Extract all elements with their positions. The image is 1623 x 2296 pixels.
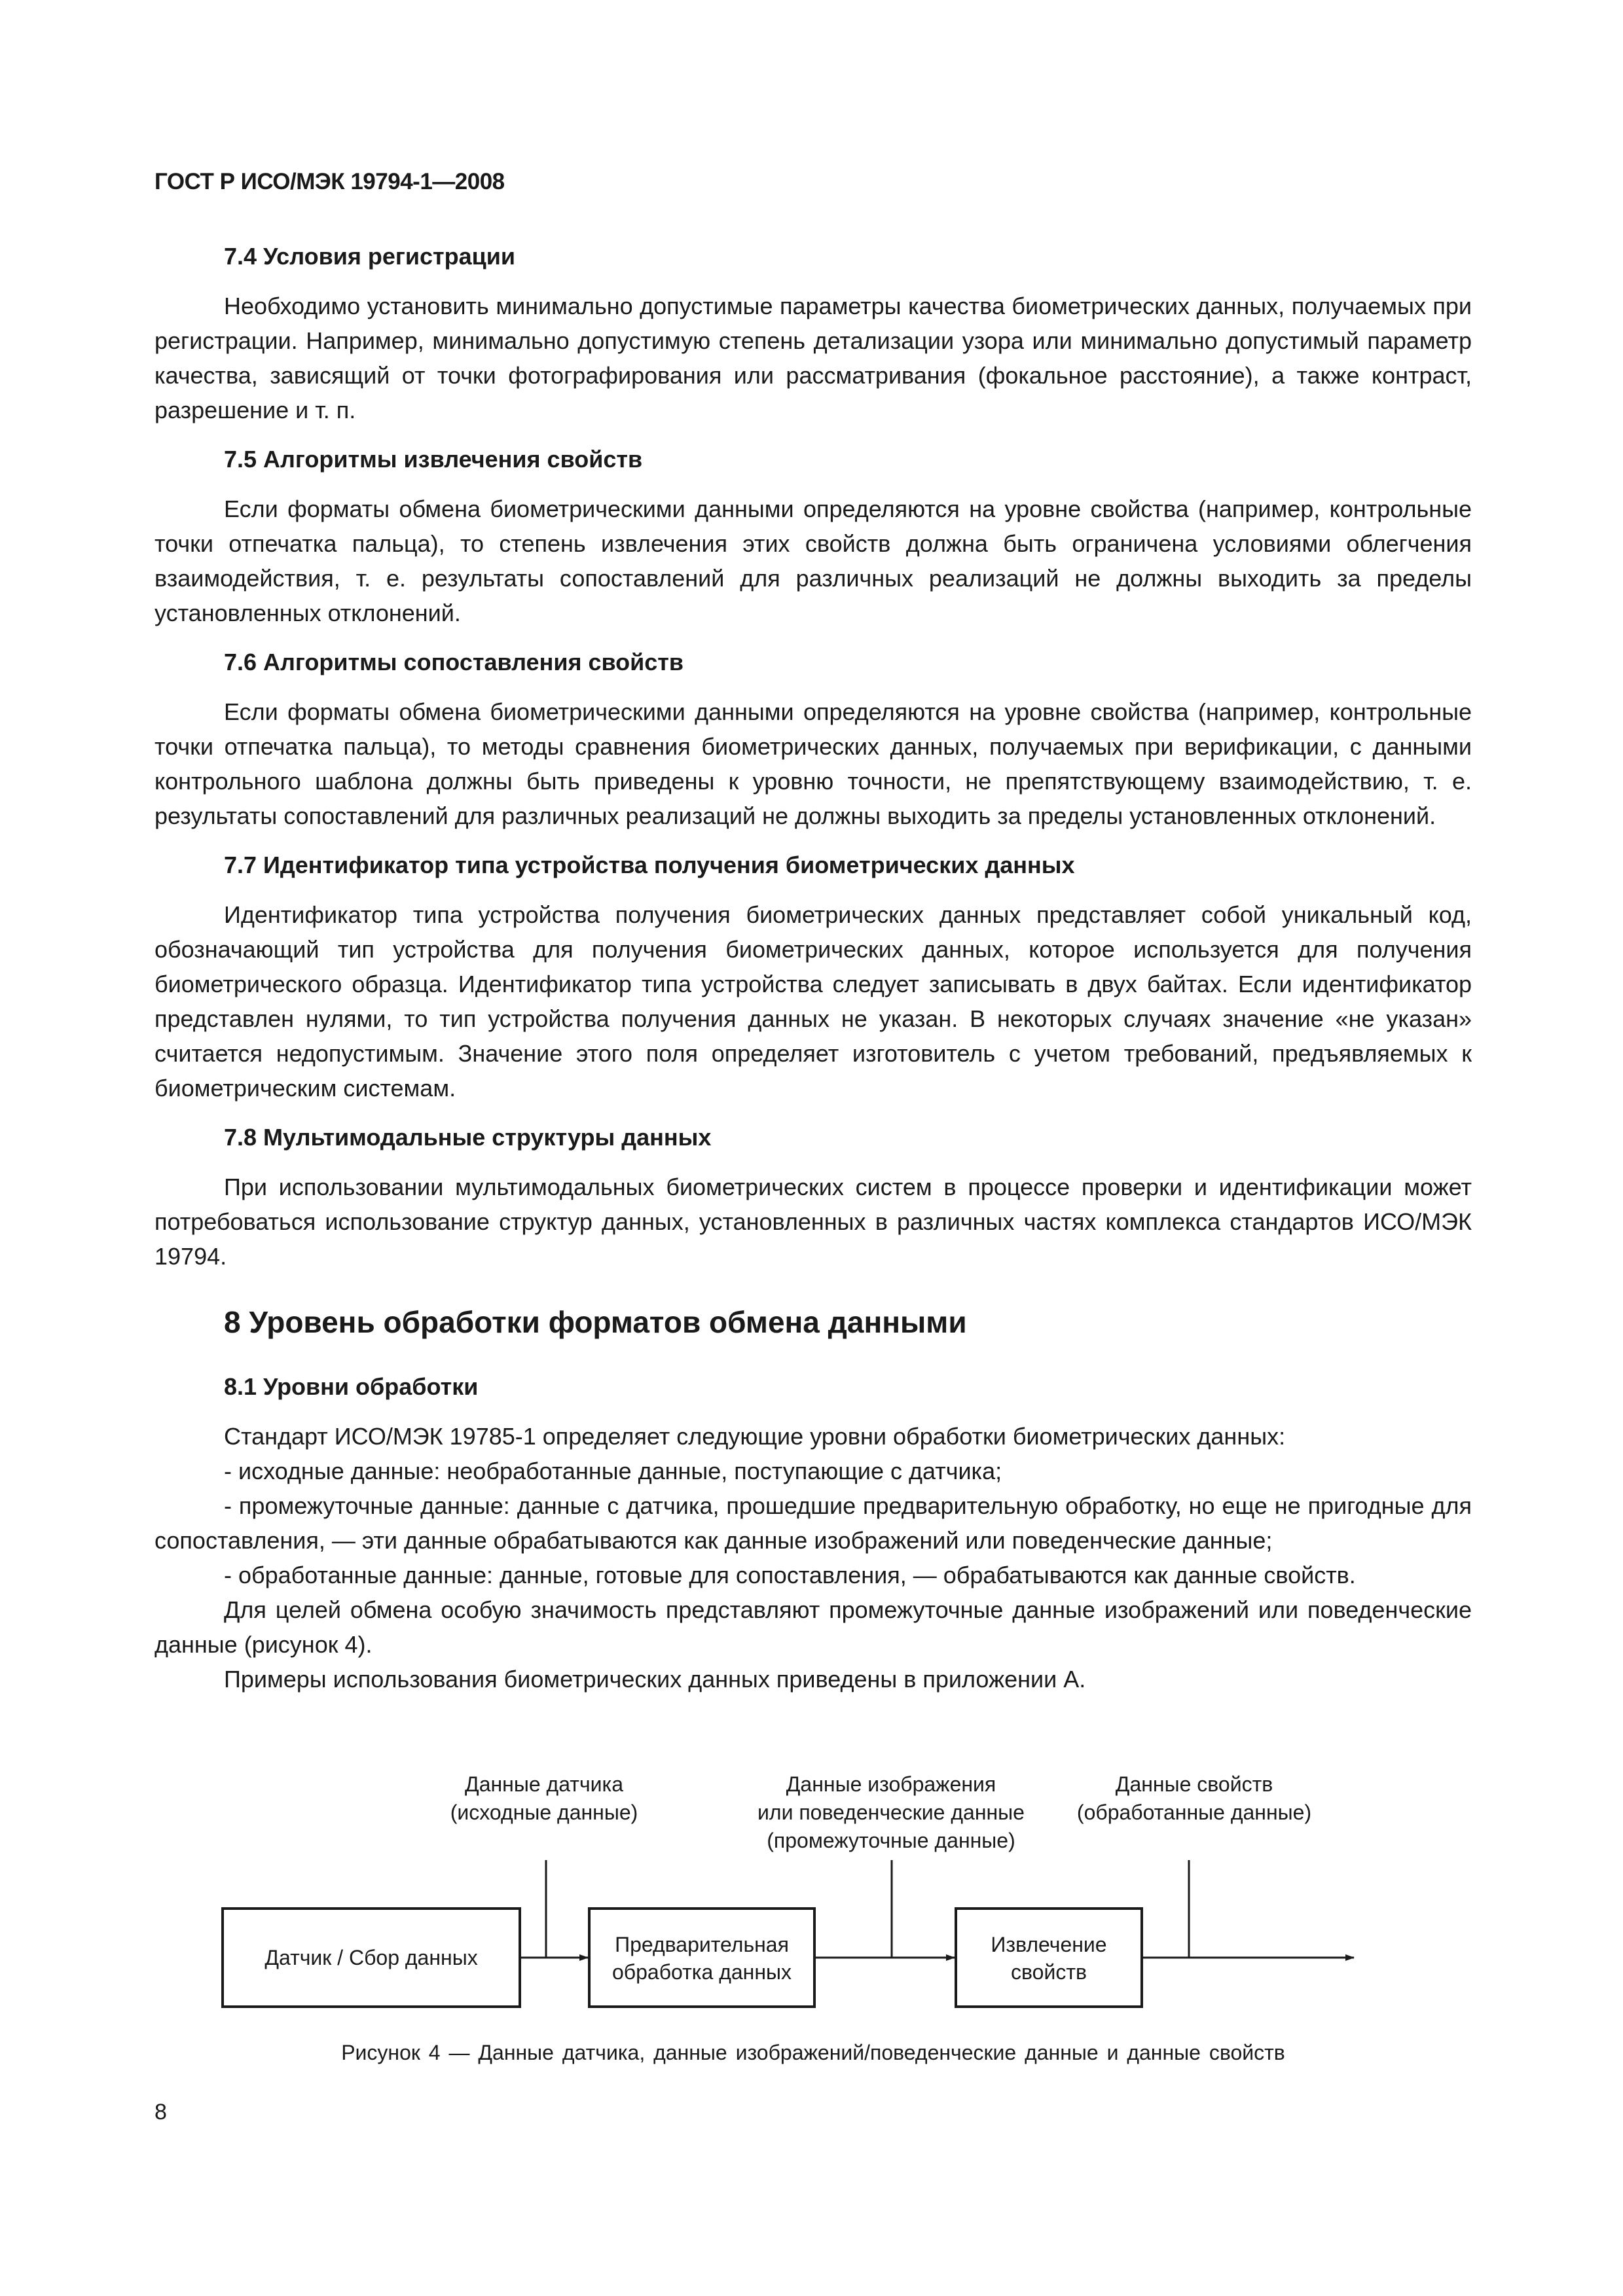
body-line: Стандарт ИСО/МЭК 19785-1 определяет следующие уровни обработки биометрических данных:	[224, 1423, 1286, 1450]
body-line: Для целей обмена особую значимость представляют промежуточные данные изображений или поведенческие данные (рисунок 4).	[155, 1596, 1472, 1658]
section-7-8	[155, 1120, 1472, 1274]
section-7-7	[155, 848, 1472, 1105]
document-header: ГОСТ Р ИСО/МЭК 19794-1—2008	[155, 169, 505, 194]
main-content	[155, 239, 1472, 1696]
figure-caption: Рисунок 4 — Данные датчика, данные изображений/поведенческие данные и данные свойств	[341, 2041, 1285, 2064]
box-preproc-label-line1: Предварительная	[615, 1933, 789, 1956]
section-title: 7.6 Алгоритмы сопоставления свойств	[224, 649, 684, 675]
page-number: 8	[155, 2100, 167, 2125]
label-feature-data-line1: Данные свойств	[1115, 1772, 1273, 1796]
box-feature-extraction	[956, 1909, 1142, 2007]
list-item: - исходные данные: необработанные данные, поступающие с датчика;	[224, 1458, 1002, 1484]
chapter-body	[155, 1419, 1472, 1696]
label-image-data-line3: (промежуточные данные)	[767, 1829, 1015, 1852]
section-paragraph: Если форматы обмена биометрическими данными определяются на уровне свойства (например, контрольные точки отпечатка пальца), то методы сравнения биометрических данных, получаемых при верификации, с данными контрольного шаблона должны быть приведены к уровню точности, не препятствующему взаимодействию, т. е. результаты сопоставлений для различных реализаций не должны выходить за пределы установленных отклонений.	[155, 698, 1472, 829]
list-item: - промежуточные данные: данные с датчика, прошедшие предварительную обработку, но еще не пригодные для сопоставления, — эти данные обрабатываются как данные изображений или поведенческие данные;	[155, 1492, 1472, 1554]
section-title: 7.8 Мультимодальные структуры данных	[224, 1124, 712, 1151]
label-sensor-data-line2: (исходные данные)	[450, 1801, 638, 1824]
body-line: Примеры использования биометрических данных приведены в приложении А.	[224, 1666, 1086, 1693]
subsection-title: 8.1 Уровни обработки	[224, 1373, 479, 1400]
section-7-6	[155, 645, 1472, 833]
box-sensor-label: Датчик / Сбор данных	[264, 1946, 478, 1969]
label-image-data-line1: Данные изображения	[786, 1772, 996, 1796]
label-image-data-line2: или поведенческие данные	[757, 1801, 1025, 1824]
section-paragraph: Необходимо установить минимально допустимые параметры качества биометрических данных, получаемых при регистрации. Например, минимально допустимую степень детализации узора или минимально допустимый параметр качества, зависящий от точки фотографирования или рассматривания (фокальное расстояние), а также контраст, разрешение и т. п.	[155, 293, 1472, 423]
label-feature-data-line2: (обработанные данные)	[1076, 1801, 1312, 1824]
chapter-title: 8 Уровень обработки форматов обмена данными	[224, 1305, 967, 1339]
section-7-5	[155, 442, 1472, 630]
list-item: - обработанные данные: данные, готовые для сопоставления, — обрабатываются как данные свойств.	[224, 1562, 1356, 1588]
box-preprocessing	[589, 1909, 814, 2007]
section-paragraph: Идентификатор типа устройства получения биометрических данных представляет собой уникальный код, обозначающий тип устройства для получения биометрических данных, которое используется для получения биометрического образца. Идентификатор типа устройства следует записывать в двух байтах. Если идентификатор представлен нулями, то тип устройства получения данных не указан. В некоторых случаях значение «не указан» считается недопустимым. Значение этого поля определяет изготовитель с учетом требований, предъявляемых к биометрическим системам.	[155, 901, 1472, 1102]
section-7-4	[155, 239, 1472, 427]
section-title: 7.7 Идентификатор типа устройства получения биометрических данных	[224, 852, 1075, 878]
box-extract-label-line2: свойств	[1011, 1960, 1087, 1984]
section-title: 7.4 Условия регистрации	[224, 243, 516, 270]
section-paragraph: Если форматы обмена биометрическими данными определяются на уровне свойства (например, контрольные точки отпечатка пальца), то степень извлечения этих свойств должна быть ограничена условиями облегчения взаимодействия, т. е. результаты сопоставлений для различных реализаций не должны выходить за пределы установленных отклонений.	[155, 495, 1472, 626]
figure-4-diagram	[155, 1754, 1472, 2055]
section-title: 7.5 Алгоритмы извлечения свойств	[224, 446, 643, 473]
box-extract-label-line1: Извлечение	[991, 1933, 1107, 1956]
label-sensor-data-line1: Данные датчика	[465, 1772, 623, 1796]
section-paragraph: При использовании мультимодальных биометрических систем в процессе проверки и идентификации может потребоваться использование структур данных, установленных в различных частях комплекса стандартов ИСО/МЭК 19794.	[155, 1174, 1472, 1270]
box-preproc-label-line2: обработка данных	[612, 1960, 792, 1984]
